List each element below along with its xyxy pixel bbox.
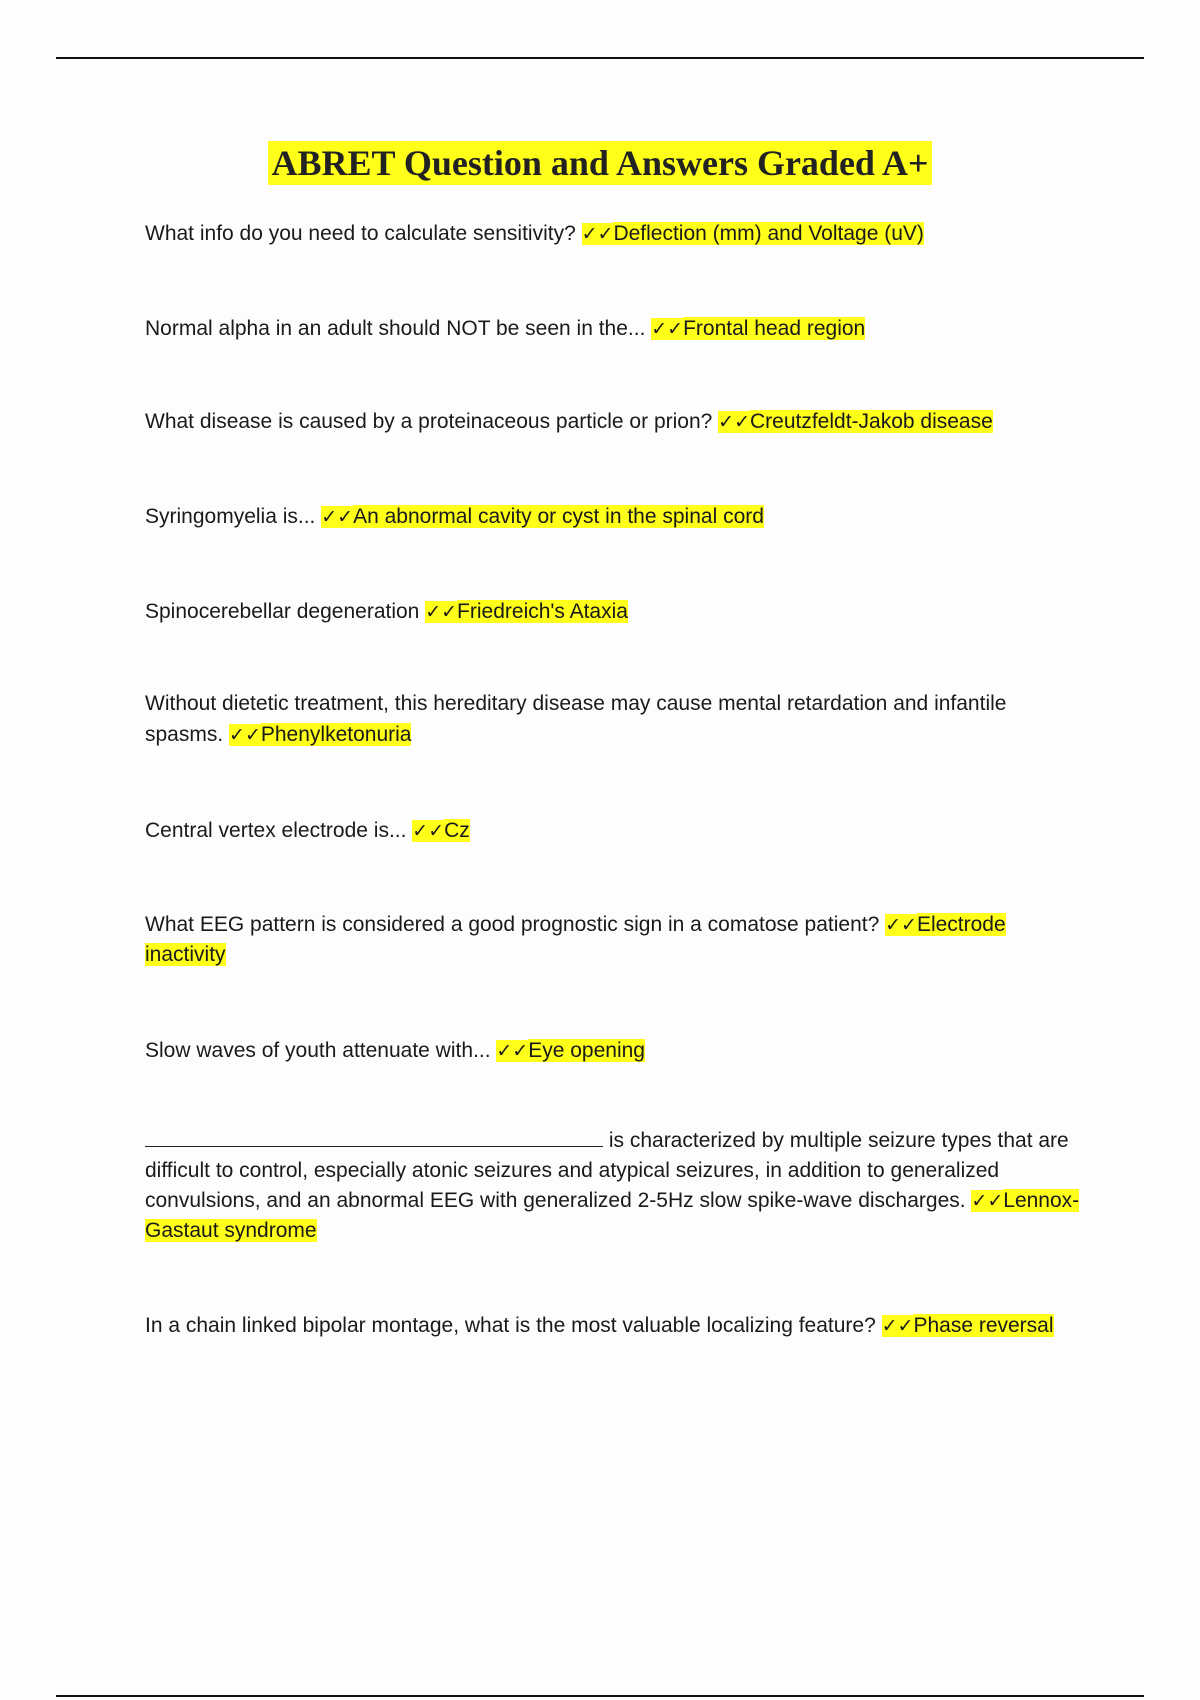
top-rule: [56, 57, 1144, 59]
question-text: What disease is caused by a proteinaceous particle or prion?: [145, 410, 719, 433]
answer-text: An abnormal cavity or cyst in the spinal cord: [353, 505, 764, 528]
fill-in-blank: [145, 1126, 603, 1147]
answer-text: Cz: [444, 819, 470, 842]
question-text: Syringomyelia is...: [145, 505, 322, 528]
question-text: In a chain linked bipolar montage, what is the most valuable localizing feature?: [145, 1314, 882, 1337]
qa-item: [145, 596, 1090, 628]
answer-text: Electrode inactivity: [145, 913, 1006, 966]
answer-text: Deflection (mm) and Voltage (uV): [613, 222, 924, 245]
question-text: What EEG pattern is considered a good prognostic sign in a comatose patient?: [145, 913, 886, 936]
qa-item: [145, 910, 1090, 970]
question-text: is characterized by multiple seizure types that are difficult to control, especially atonic seizures and atypical seizures, in addition to generalized convulsions, and an abnormal EEG with generalized 2-5Hz slow spike-wave discharges.: [145, 1129, 1069, 1212]
qa-item: [145, 313, 1090, 345]
qa-item: [145, 501, 1090, 533]
double-check-icon: ✓✓: [229, 724, 261, 746]
qa-item: [145, 1311, 1090, 1341]
qa-item: [145, 688, 1090, 751]
qa-item: [145, 1035, 1090, 1067]
answer-text: Phase reversal: [913, 1314, 1054, 1337]
answer-text: Lennox-Gastaut syndrome: [145, 1189, 1080, 1242]
double-check-icon: ✓✓: [496, 1040, 529, 1062]
double-check-icon: ✓✓: [885, 914, 917, 936]
answer-text: Eye opening: [528, 1039, 645, 1062]
double-check-icon: ✓✓: [718, 411, 750, 433]
document-title: ABRET Question and Answers Graded A+: [268, 141, 933, 185]
question-text: Central vertex electrode is...: [145, 819, 413, 842]
answer-text: Phenylketonuria: [260, 723, 412, 746]
title-block: [0, 142, 1200, 184]
double-check-icon: ✓✓: [321, 506, 354, 528]
question-text: What info do you need to calculate sensitivity?: [145, 222, 582, 245]
answer-text: Frontal head region: [683, 317, 866, 340]
question-text: Normal alpha in an adult should NOT be seen in the...: [145, 317, 652, 340]
qa-item: [145, 406, 1090, 438]
double-check-icon: ✓✓: [581, 223, 614, 245]
double-check-icon: ✓✓: [971, 1190, 1004, 1212]
double-check-icon: ✓✓: [412, 820, 445, 842]
qa-item: [145, 1126, 1090, 1246]
question-text: Without dietetic treatment, this hereditary disease may cause mental retardation and infantile spasms.: [145, 692, 1007, 746]
qa-item: [145, 815, 1090, 847]
bottom-rule: [56, 1695, 1144, 1697]
question-text: Slow waves of youth attenuate with...: [145, 1039, 497, 1062]
question-text: Spinocerebellar degeneration: [145, 600, 426, 623]
qa-item: [145, 218, 1090, 250]
answer-text: Friedreich's Ataxia: [457, 600, 628, 623]
double-check-icon: ✓✓: [651, 318, 684, 340]
answer-text: Creutzfeldt-Jakob disease: [750, 410, 993, 433]
double-check-icon: ✓✓: [425, 601, 458, 623]
double-check-icon: ✓✓: [881, 1315, 914, 1337]
